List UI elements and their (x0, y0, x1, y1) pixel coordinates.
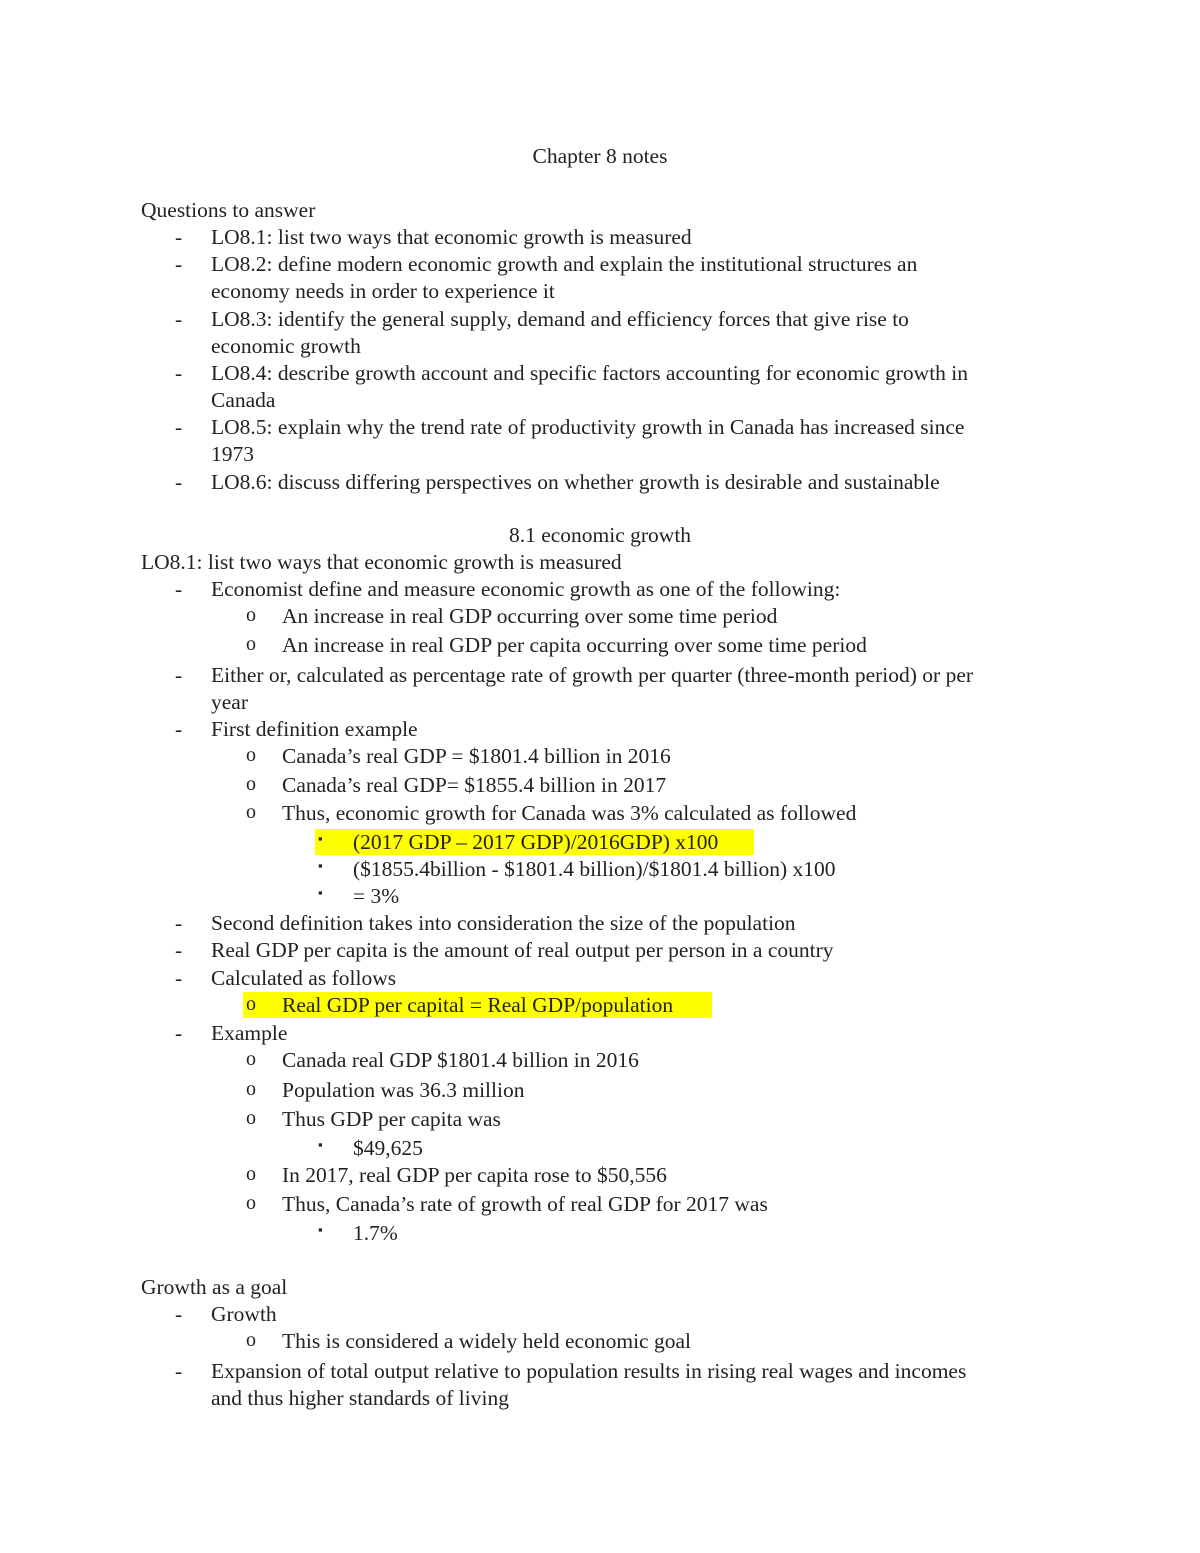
square-bullet: ▪ (318, 858, 323, 873)
questions-heading: Questions to answer (141, 198, 316, 222)
list-item-continuation: and thus higher standards of living (211, 1386, 509, 1410)
square-bullet: ▪ (318, 885, 323, 900)
circle-bullet: o (246, 1163, 256, 1185)
section-heading: 8.1 economic growth (508, 523, 692, 547)
page-title: Chapter 8 notes (532, 144, 668, 168)
dash-bullet: - (175, 252, 183, 276)
document-page: Chapter 8 notes Questions to answer - LO8.1: list two ways that economic growth is measured - LO8.2: define modern economic growth and explain the institutional structures an economy needs in order to experience it - LO8.3: identify the general supply, demand and efficiency forces that give rise to economic growth - LO8.4: describe growth account and specific factors accounting for economic growth in Canada - LO8.5: explain why the trend rate of productivity growth in Canada has increased since 1973 - LO8.6: discuss differing perspectives on whether growth is desirable and sustainable 8.1 economic growth LO8.1: list two ways that economic growth is measured - Economist define and measure economic growth as one of the following: o An increase in real GDP occurring over some time period o An increase in real GDP per capita occurring over some time period - Either or, calculated as percentage rate of growth per quarter (three-month period) or per year - First definition example o Canada’s real GDP = $1801.4 billion in 2016 o Canada’s real GDP= $1855.4 billion in 2017 o Thus, economic growth for Canada was 3% calculated as followed ▪ (2017 GDP – 2017 GDP)/2016GDP) x100 ▪ ($1855.4billion - $1801.4 billion)/$1801.4 billion) x100 ▪ = 3% - Second definition takes into consideration the size of the population - Real GDP per capita is the amount of real output per person in a country - Calculated as follows o Real GDP per capital = Real GDP/population - Example o Canada real GDP $1801.4 billion in 2016 o Population was 36.3 million o Thus GDP per capita was ▪ $49,625 o In 2017, real GDP per capita rose to $50,556 o Thus, Canada’s rate of growth of real GDP for 2017 was ▪ 1.7% Growth as a goal - Growth o This is considered a widely held economic goal - Expansion of total output relative to population results in rising real wages and incomes and thus higher standards of living (0, 0, 1200, 1553)
circle-bullet: o (246, 1107, 256, 1129)
square-bullet: ▪ (318, 1137, 323, 1152)
circle-bullet: o (246, 1192, 256, 1214)
list-item-continuation: year (211, 690, 248, 714)
square-bullet: ▪ (318, 831, 323, 846)
dash-bullet: - (175, 1359, 183, 1383)
circle-bullet: o (246, 773, 256, 795)
learning-objective: LO8.1: list two ways that economic growth is measured (141, 550, 622, 574)
highlighted-formula: Real GDP per capital = Real GDP/population (282, 993, 674, 1017)
circle-bullet: o (246, 604, 256, 626)
circle-bullet: o (246, 633, 256, 655)
dash-bullet: - (175, 470, 183, 494)
square-bullet: ▪ (318, 1222, 323, 1237)
circle-bullet: o (246, 1048, 256, 1070)
dash-bullet: - (175, 911, 183, 935)
circle-bullet: o (246, 744, 256, 766)
list-item-continuation: Canada (211, 388, 276, 412)
dash-bullet: - (175, 1021, 183, 1045)
list-item-continuation: 1973 (211, 442, 254, 466)
dash-bullet: - (175, 415, 183, 439)
dash-bullet: - (175, 717, 183, 741)
dash-bullet: - (175, 577, 183, 601)
list-item-continuation: economic growth (211, 334, 361, 358)
dash-bullet: - (175, 307, 183, 331)
circle-bullet: o (246, 1078, 256, 1100)
dash-bullet: - (175, 663, 183, 687)
dash-bullet: - (175, 361, 183, 385)
dash-bullet: - (175, 938, 183, 962)
dash-bullet: - (175, 1302, 183, 1326)
dash-bullet: - (175, 966, 183, 990)
dash-bullet: - (175, 225, 183, 249)
highlighted-formula: (2017 GDP – 2017 GDP)/2016GDP) x100 (353, 830, 719, 854)
circle-bullet: o (246, 801, 256, 823)
list-item-continuation: economy needs in order to experience it (211, 279, 555, 303)
circle-bullet: o (246, 993, 256, 1015)
section-heading-growth: Growth as a goal (141, 1275, 288, 1299)
circle-bullet: o (246, 1329, 256, 1351)
